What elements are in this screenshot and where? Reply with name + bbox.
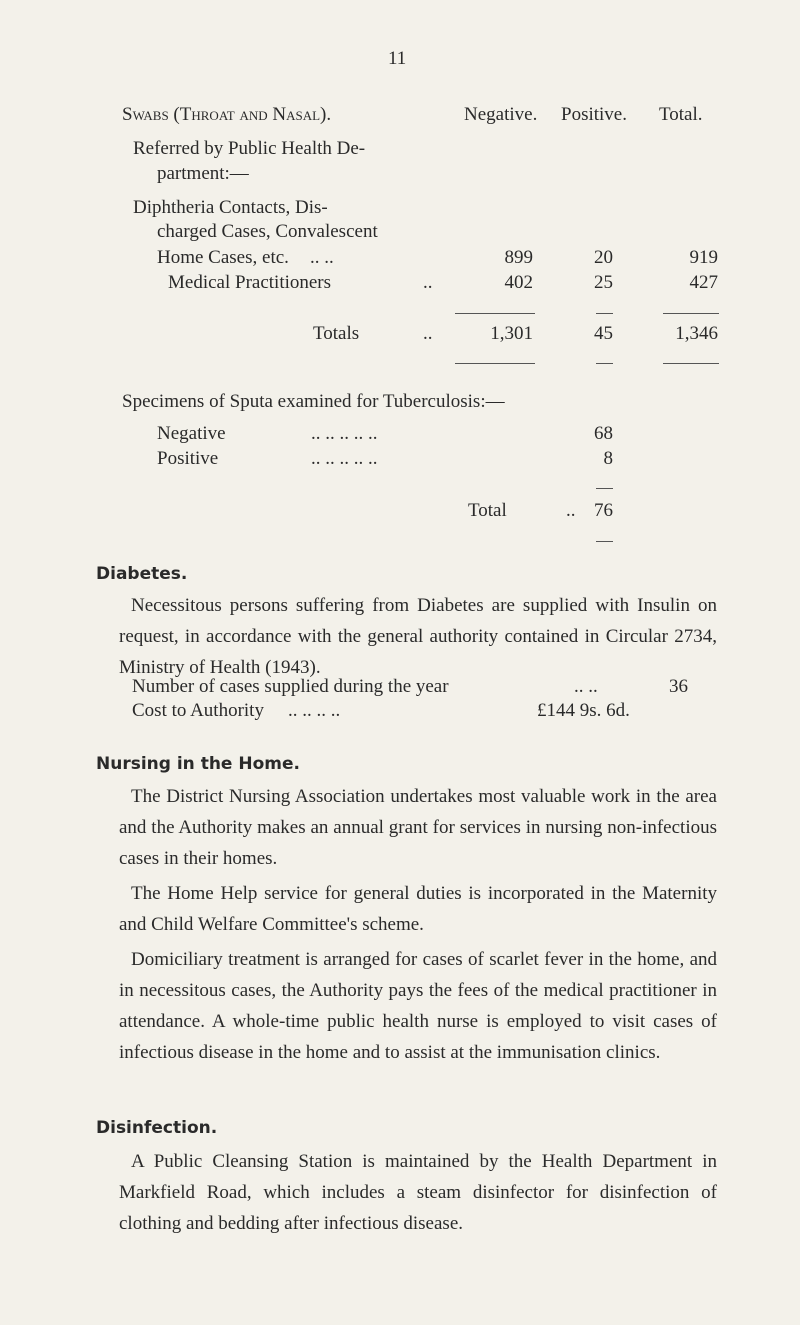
rule-sputa-bottom [596,541,613,542]
nursing-paragraph-2: The Home Help service for general duties is incorporated in the Maternity and Child Welfare Committee's scheme. [119,883,717,935]
medical-practitioners-total: 427 [689,272,718,293]
diphtheria-label-line-3: Home Cases, etc. [157,247,289,268]
totals-negative: 1,301 [490,323,533,344]
diabetes-cost-value: £144 9s. 6d. [537,700,630,721]
rule-total-top [663,313,719,314]
diabetes-cases-dots: .. .. [574,676,598,697]
swabs-title [122,104,331,126]
totals-label: Totals [313,323,360,344]
disinfection-paragraph: A Public Cleansing Station is maintained by the Health Department in Markfield Road, which includes a steam disinfector for disinfection of clothing and bedding after infectious disease. [119,1151,717,1234]
sputa-negative-dots: .. .. .. .. .. [311,423,378,444]
medical-practitioners-positive: 25 [594,272,613,293]
sputa-total-value: 76 [594,500,613,521]
diabetes-paragraph: Necessitous persons suffering from Diabetes are supplied with Insulin on request, in accordance with the general authority contained in Circular 2734, Ministry of Health (1943). [119,595,717,678]
diabetes-cost-label: Cost to Authority [132,700,264,721]
swabs-title-text: Swabs (Throat and Nasal). [122,104,332,125]
rule-total-bottom [663,363,719,364]
sputa-positive-value: 8 [603,448,613,469]
diphtheria-dots: .. .. [310,247,334,268]
nursing-heading: Nursing in the Home. [96,754,300,774]
medical-practitioners-label: Medical Practitioners [168,272,332,293]
medical-practitioners-negative: 402 [504,272,533,293]
diphtheria-total: 919 [689,247,718,268]
sputa-positive-dots: .. .. .. .. .. [311,448,378,469]
totals-total: 1,346 [675,323,718,344]
sputa-negative-label: Negative [157,423,226,444]
referred-line-2: partment:— [157,163,249,184]
column-header-positive: Positive. [561,104,627,125]
sputa-positive-label: Positive [157,448,219,469]
rule-positive-bottom [596,363,613,364]
diabetes-cost-dots: .. .. .. .. [288,700,341,721]
page-number: 11 [388,48,407,69]
disinfection-heading: Disinfection. [96,1118,218,1138]
rule-negative-top [455,313,535,314]
sputa-total-label: Total [468,500,507,521]
diabetes-cases-value: 36 [669,676,688,697]
sputa-negative-value: 68 [594,423,613,444]
diphtheria-positive: 20 [594,247,613,268]
column-header-total: Total. [659,104,703,125]
totals-positive: 45 [594,323,613,344]
sputa-total-dots: .. [566,500,576,521]
rule-negative-bottom [455,363,535,364]
nursing-paragraph-3: Domiciliary treatment is arranged for cases of scarlet fever in the home, and in necessitous cases, the Authority pays the fees of the medical practitioner in attendance. A whole-time public health nurse is employed to visit cases of infectious disease in the home and to assist at the immunisation clinics. [119,949,717,1063]
totals-dots: .. [423,323,433,344]
sputa-title: Specimens of Sputa examined for Tuberculosis:— [122,391,505,412]
nursing-paragraph-1: The District Nursing Association undertakes most valuable work in the area and the Authority makes an annual grant for services in nursing non-infectious cases in their homes. [119,786,717,869]
medical-practitioners-dots: .. [423,272,433,293]
rule-positive-top [596,313,613,314]
column-header-negative: Negative. [464,104,538,125]
diphtheria-label-line-1: Diphtheria Contacts, Dis- [133,197,328,218]
diabetes-heading: Diabetes. [96,564,188,584]
diabetes-cases-label: Number of cases supplied during the year [132,676,449,697]
referred-line-1: Referred by Public Health De- [133,138,366,159]
diphtheria-label-line-2: charged Cases, Convalescent [157,221,378,242]
rule-sputa-top [596,488,613,489]
diphtheria-negative: 899 [504,247,533,268]
